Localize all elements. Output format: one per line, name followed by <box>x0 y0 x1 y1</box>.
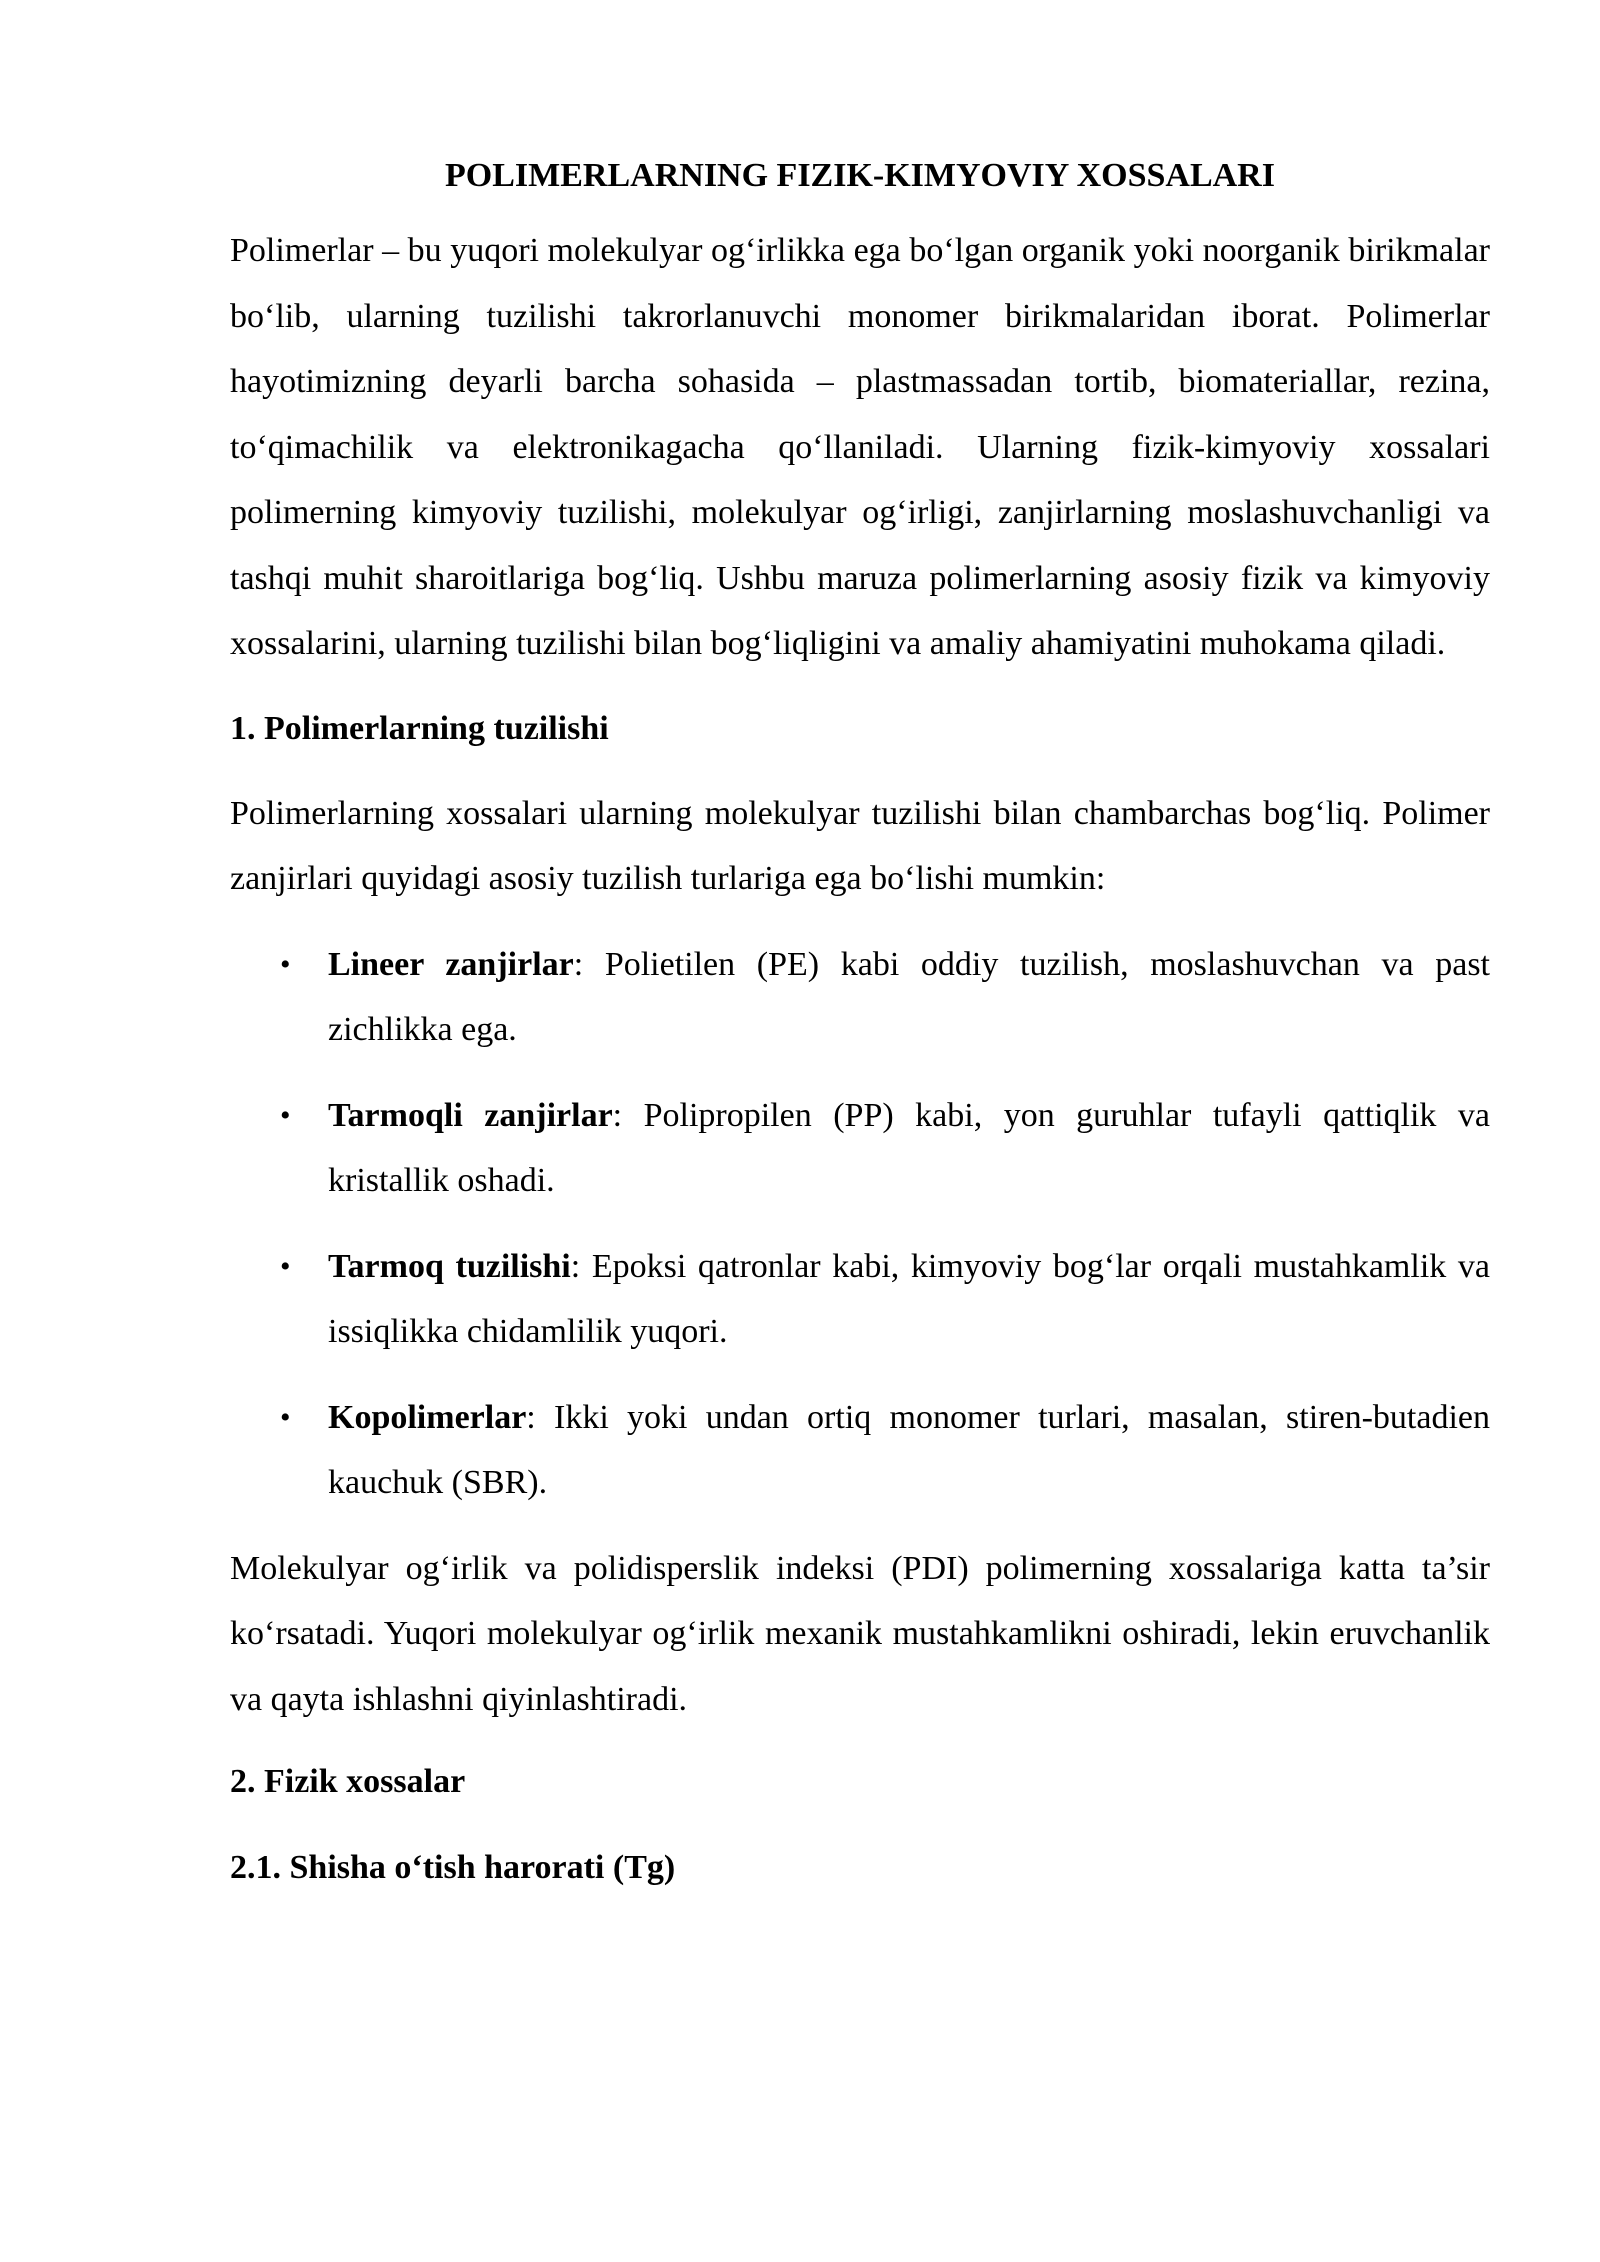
list-item <box>230 1385 1490 1516</box>
list-item-term: Kopolimerlar <box>328 1398 527 1436</box>
section-1-lead-paragraph: Polimerlarning xossalari ularning molekulyar tuzilishi bilan chambarchas bog‘liq. Polimer zanjirlari quyidagi asosiy tuzilish turlariga ega bo‘lishi mumkin: <box>230 794 1490 897</box>
bullet-icon: • <box>280 1098 291 1132</box>
bullet-icon: • <box>280 1249 291 1283</box>
bullet-icon: • <box>280 1400 291 1434</box>
section-2-heading: 2. Fizik xossalar <box>230 1763 466 1800</box>
document-page <box>230 148 1490 1896</box>
section-1-closing-paragraph: Molekulyar og‘irlik va polidisperslik indeksi (PDI) polimerning xossalariga katta ta’sir ko‘rsatadi. Yuqori molekulyar og‘irlik mexanik mustahkamlikni oshiradi, lekin eruvchanlik va qayta ishlashni qiyinlashtiradi. <box>230 1549 1490 1718</box>
section-1-heading: 1. Polimerlarning tuzilishi <box>230 709 609 747</box>
list-item-term: Tarmoq tuzilishi <box>328 1247 571 1285</box>
document-title: POLIMERLARNING FIZIK-KIMYOVIY XOSSALARI <box>445 157 1275 194</box>
list-item-text: : Epoksi qatronlar kabi, kimyoviy bog‘lar orqali mustahkamlik va issiqlikka chidamlilik yuqori. <box>328 1247 1490 1350</box>
list-item-term: Tarmoqli zanjirlar <box>328 1096 613 1134</box>
list-item-text: : Polipropilen (PP) kabi, yon guruhlar tufayli qattiqlik va kristallik oshadi. <box>328 1096 1491 1199</box>
list-item-term: Lineer zanjirlar <box>328 945 574 983</box>
list-item <box>230 1083 1490 1214</box>
bullet-icon: • <box>280 947 291 981</box>
list-item-text: : Ikki yoki undan ortiq monomer turlari, masalan, stiren-butadien kauchuk (SBR). <box>328 1398 1490 1501</box>
list-item <box>230 932 1490 1063</box>
list-item <box>230 1234 1490 1365</box>
section-2-1-heading: 2.1. Shisha o‘tish harorati (Tg) <box>230 1849 676 1886</box>
intro-paragraph: Polimerlar – bu yuqori molekulyar og‘irlikka ega bo‘lgan organik yoki noorganik birikmalar bo‘lib, ularning tuzilishi takrorlanuvchi monomer birikmalaridan iborat. Polimerlar hayotimizning deyarli barcha sohasida – plastmassadan tortib, biomateriallar, rezina, to‘qimachilik va elektronikagacha qo‘llaniladi. Ularning fizik-kimyoviy xossalari polimerning kimyoviy tuzilishi, molekulyar og‘irligi, zanjirlarning moslashuvchanligi va tashqi muhit sharoitlariga bog‘liq. Ushbu maruza polimerlarning asosiy fizik va kimyoviy xossalarini, ularning tuzilishi bilan bog‘liqligini va amaliy ahamiyatini muhokama qiladi. <box>230 232 1490 662</box>
list-item-text: : Polietilen (PE) kabi oddiy tuzilish, moslashuvchan va past zichlikka ega. <box>328 945 1491 1048</box>
structure-types-list <box>230 932 1490 1516</box>
